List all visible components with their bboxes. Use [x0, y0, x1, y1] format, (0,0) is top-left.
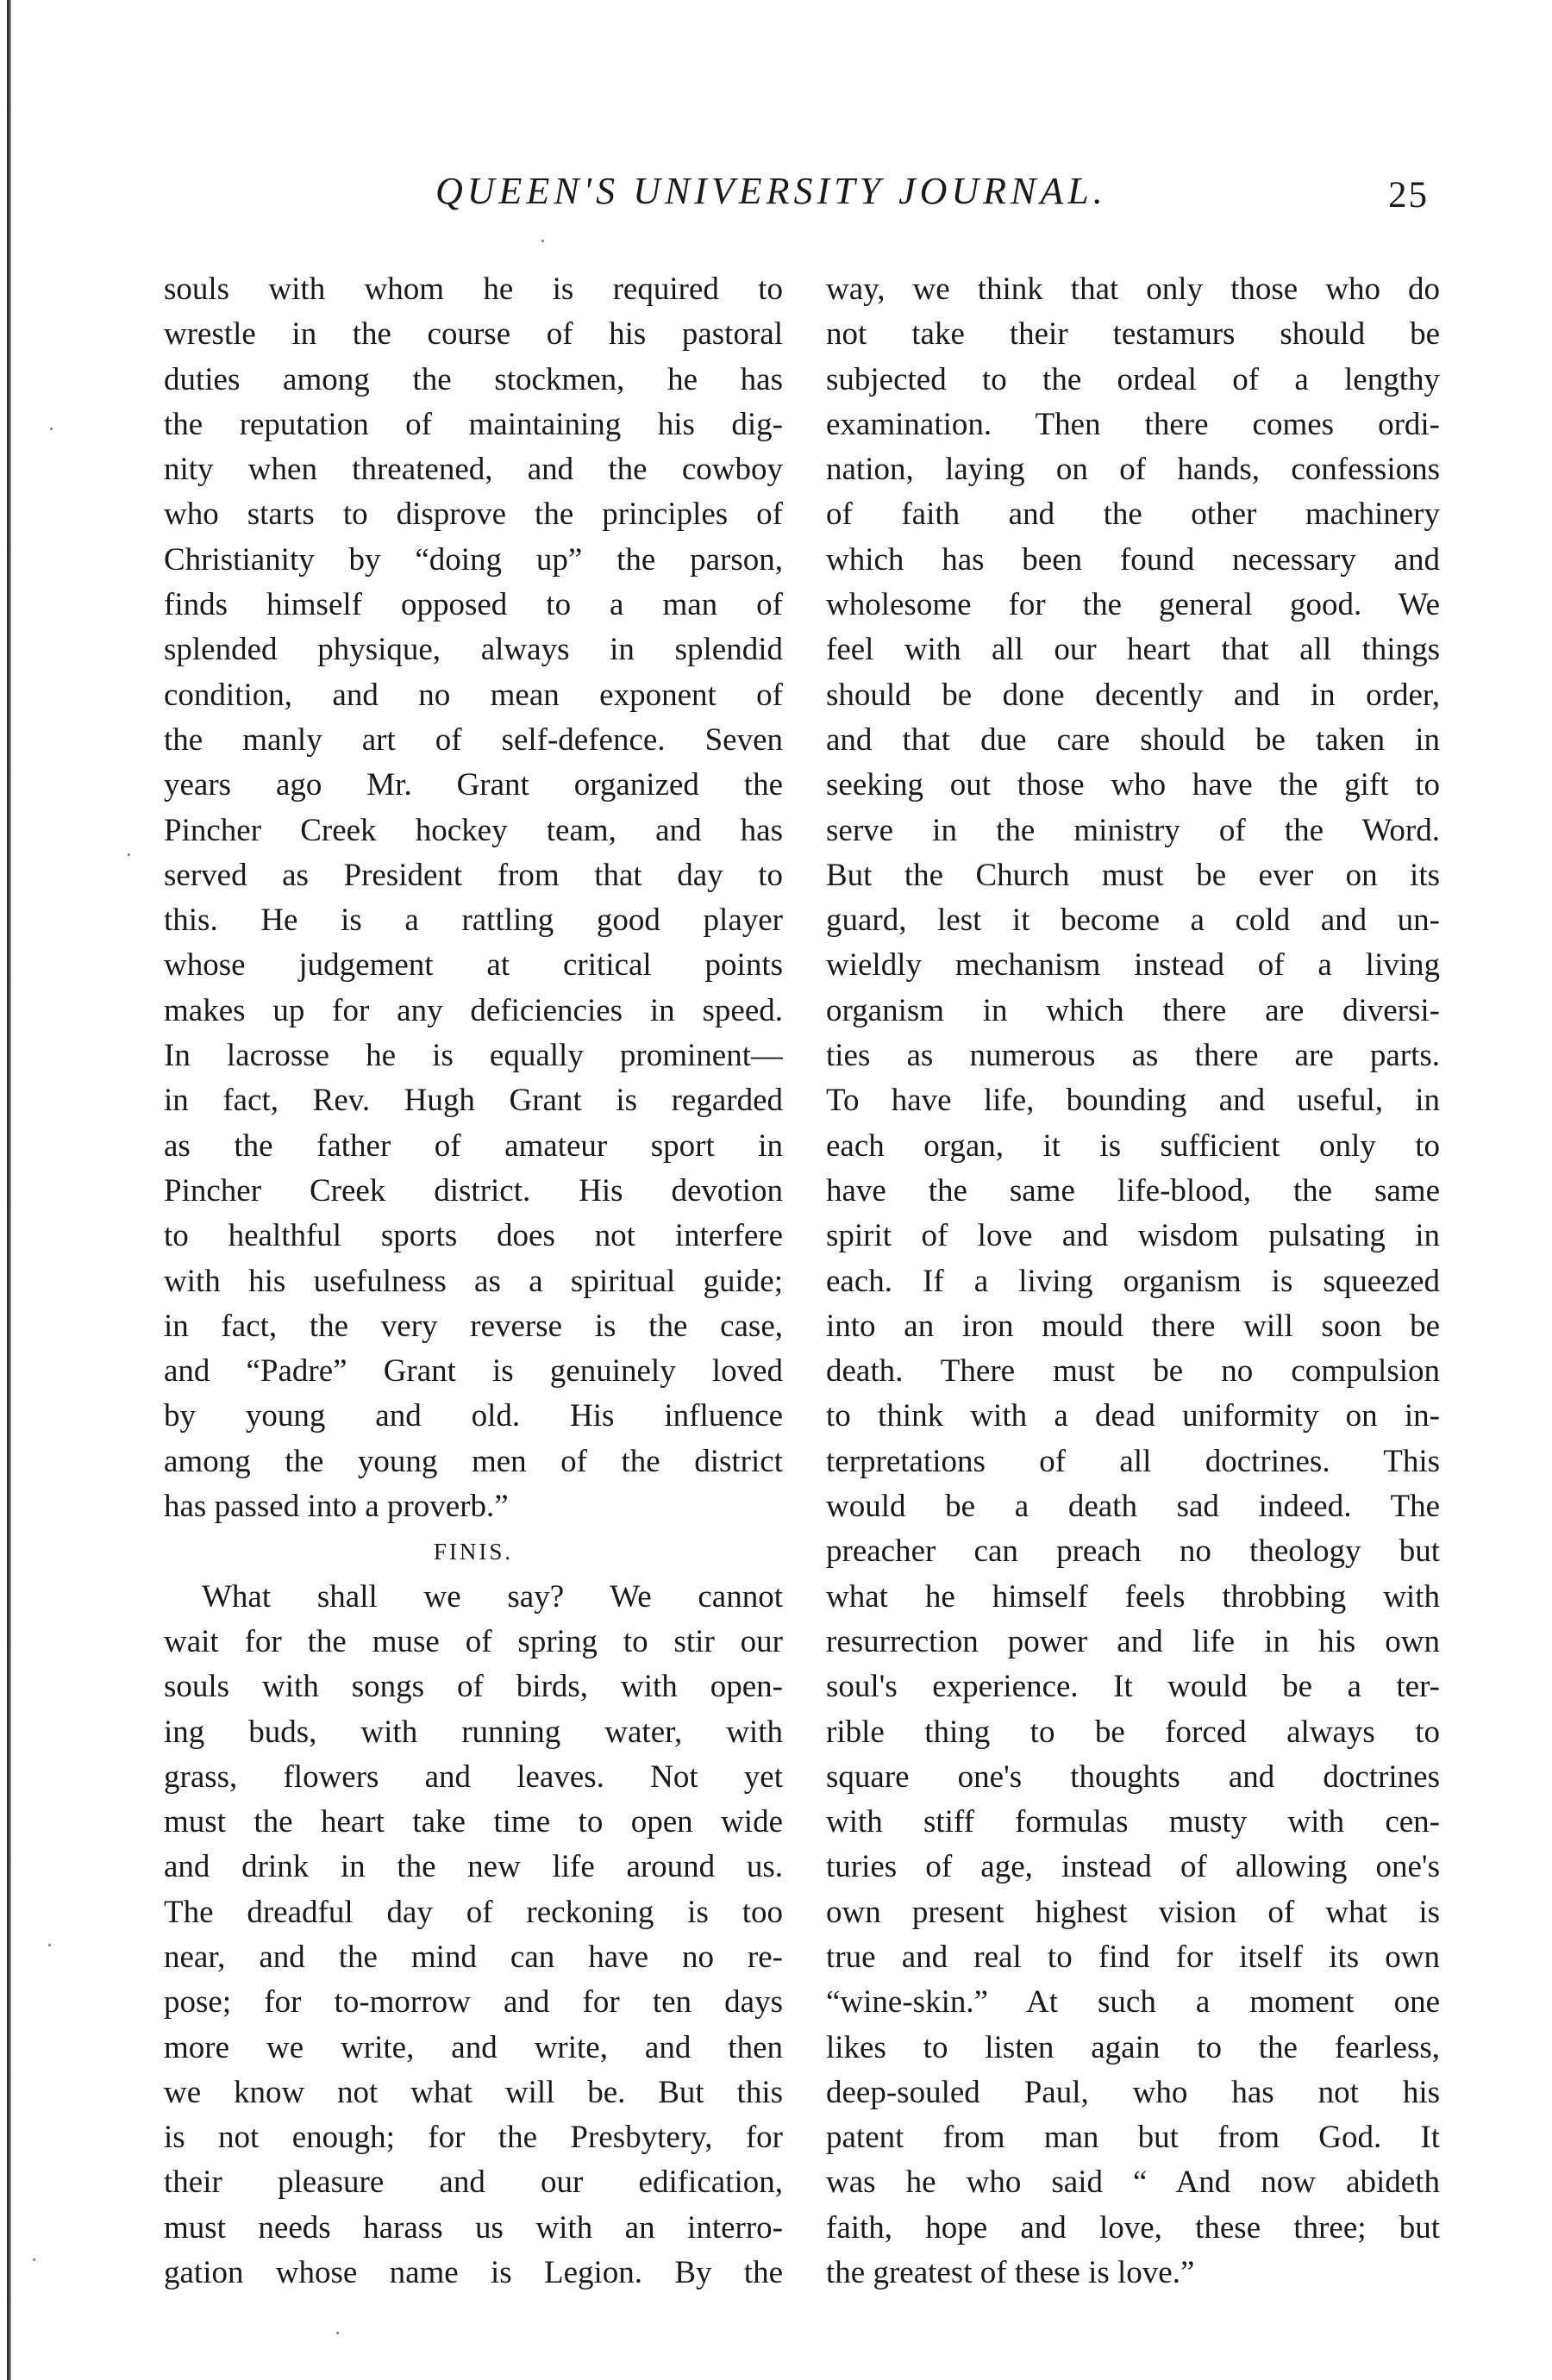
text-line: should be done decently and in order, [826, 677, 1440, 713]
text-line: wait for the muse of spring to stir our [164, 1623, 783, 1659]
text-line: condition, and no mean exponent of [164, 677, 783, 713]
text-line: gation whose name is Legion. By the [164, 2255, 783, 2291]
text-line: patent from man but from God. It [826, 2120, 1440, 2156]
text-line: would be a death sad indeed. The [826, 1489, 1440, 1525]
scan-speck [128, 853, 130, 856]
text-line: wieldly mechanism instead of a living [826, 947, 1440, 984]
text-line: Christianity by “doing up” the parson, [164, 541, 783, 578]
text-line: near, and the mind can have no re- [164, 1939, 783, 1975]
text-line: wholesome for the general good. We [826, 587, 1440, 623]
text-line: nation, laying on of hands, confessions [826, 452, 1440, 488]
text-line: in fact, Rev. Hugh Grant is regarded [164, 1083, 783, 1119]
text-line: serve in the ministry of the Word. [826, 812, 1440, 848]
scan-speck [48, 1944, 51, 1946]
text-line: terpretations of all doctrines. This [826, 1443, 1440, 1479]
text-line: which has been found necessary and [826, 541, 1440, 578]
text-line: was he who said “ And now abideth [826, 2164, 1440, 2201]
text-line: among the young men of the district [164, 1443, 783, 1479]
page-number: 25 [1388, 175, 1429, 216]
text-line: ties as numerous as there are parts. [826, 1038, 1440, 1074]
text-line: nity when threatened, and the cowboy [164, 452, 783, 488]
text-line: “wine-skin.” At such a moment one [826, 1984, 1440, 2021]
text-line: as the father of amateur sport in [164, 1128, 783, 1164]
text-line: this. He is a rattling good player [164, 903, 783, 939]
text-line: But the Church must be ever on its [826, 857, 1440, 893]
text-line: spirit of love and wisdom pulsating in [826, 1218, 1440, 1254]
running-head [0, 169, 1552, 229]
text-line: grass, flowers and leaves. Not yet [164, 1758, 783, 1795]
text-line: organism in which there are diversi- [826, 992, 1440, 1028]
scan-speck [33, 2258, 35, 2261]
journal-title: QUEEN'S UNIVERSITY JOURNAL. [435, 170, 1107, 212]
text-line: of faith and the other machinery [826, 497, 1440, 533]
text-line: Pincher Creek district. His devotion [164, 1172, 783, 1209]
text-line: own present highest vision of what is [826, 1894, 1440, 1930]
text-line: years ago Mr. Grant organized the [164, 767, 783, 803]
text-line: resurrection power and life in his own [826, 1623, 1440, 1659]
text-line: To have life, bounding and useful, in [826, 1083, 1440, 1119]
text-line: must needs harass us with an interro- [164, 2209, 783, 2246]
text-line: to think with a dead uniformity on in- [826, 1398, 1440, 1434]
text-line: and “Padre” Grant is genuinely loved [164, 1353, 783, 1390]
scan-speck [541, 240, 544, 242]
text-line: splended physique, always in splendid [164, 632, 783, 668]
text-line: the greatest of these is love.” [826, 2255, 1195, 2291]
text-line: each organ, it is sufficient only to [826, 1128, 1440, 1164]
text-line: we know not what will be. But this [164, 2074, 783, 2110]
text-line: who starts to disprove the principles of [164, 497, 783, 533]
text-line: have the same life-blood, the same [826, 1172, 1440, 1209]
text-line: makes up for any deficiencies in speed. [164, 992, 783, 1028]
text-line: each. If a living organism is squeezed [826, 1263, 1440, 1299]
text-line: soul's experience. It would be a ter- [826, 1669, 1440, 1705]
text-line: turies of age, instead of allowing one's [826, 1849, 1440, 1885]
text-line: in fact, the very reverse is the case, [164, 1308, 783, 1344]
text-line: not take their testamurs should be [826, 316, 1440, 353]
text-line: into an iron mould there will soon be [826, 1308, 1440, 1344]
text-line: guard, lest it become a cold and un- [826, 903, 1440, 939]
text-line: whose judgement at critical points [164, 947, 783, 984]
text-line: examination. Then there comes ordi- [826, 406, 1440, 442]
text-line: the reputation of maintaining his dig- [164, 406, 783, 442]
text-line: preacher can preach no theology but [826, 1534, 1440, 1570]
text-line: and that due care should be taken in [826, 721, 1440, 758]
section-heading: FINIS. [433, 1539, 514, 1565]
text-line: the manly art of self-defence. Seven [164, 721, 783, 758]
text-line: In lacrosse he is equally prominent— [164, 1038, 783, 1074]
text-line: must the heart take time to open wide [164, 1804, 783, 1840]
text-line: finds himself opposed to a man of [164, 587, 783, 623]
text-line: by young and old. His influence [164, 1398, 783, 1434]
text-line: and drink in the new life around us. [164, 1849, 783, 1885]
text-line: has passed into a proverb.” [164, 1489, 509, 1525]
left-column [164, 267, 783, 2296]
text-line: with his usefulness as a spiritual guide; [164, 1263, 783, 1299]
text-line: faith, hope and love, these three; but [826, 2209, 1440, 2246]
text-line: feel with all our heart that all things [826, 632, 1440, 668]
text-line: deep-souled Paul, who has not his [826, 2074, 1440, 2110]
text-line: is not enough; for the Presbytery, for [164, 2120, 783, 2156]
text-line: what he himself feels throbbing with [826, 1578, 1440, 1615]
text-line: their pleasure and our edification, [164, 2164, 783, 2201]
finis-paragraph [164, 1575, 783, 2296]
text-line: seeking out those who have the gift to [826, 767, 1440, 803]
left-paragraph-continued [164, 267, 783, 1529]
text-line: souls with whom he is required to [164, 272, 783, 307]
text-line: with stiff formulas musty with cen- [826, 1804, 1440, 1840]
text-line: The dreadful day of reckoning is too [164, 1894, 783, 1930]
scan-speck [50, 428, 53, 430]
text-line: pose; for to-morrow and for ten days [164, 1984, 783, 2021]
text-line: to healthful sports does not interfere [164, 1218, 783, 1254]
text-line: death. There must be no compulsion [826, 1353, 1440, 1390]
scan-speck [336, 2332, 339, 2334]
text-line: served as President from that day to [164, 857, 783, 893]
text-line: ing buds, with running water, with [164, 1714, 783, 1750]
text-line: wrestle in the course of his pastoral [164, 316, 783, 353]
text-line: duties among the stockmen, he has [164, 361, 783, 397]
text-line: souls with songs of birds, with open- [164, 1669, 783, 1705]
scan-binding-edge [7, 0, 11, 2380]
text-line: subjected to the ordeal of a lengthy [826, 361, 1440, 397]
text-line: more we write, and write, and then [164, 2029, 783, 2065]
text-line: true and real to find for itself its own [826, 1939, 1440, 1975]
text-line: way, we think that only those who do [826, 272, 1440, 307]
text-line: square one's thoughts and doctrines [826, 1758, 1440, 1795]
text-line: Pincher Creek hockey team, and has [164, 812, 783, 848]
text-line: What shall we say? We cannot [202, 1578, 783, 1615]
right-column [826, 267, 1440, 2296]
text-line: rible thing to be forced always to [826, 1714, 1440, 1750]
text-line: likes to listen again to the fearless, [826, 2029, 1440, 2065]
